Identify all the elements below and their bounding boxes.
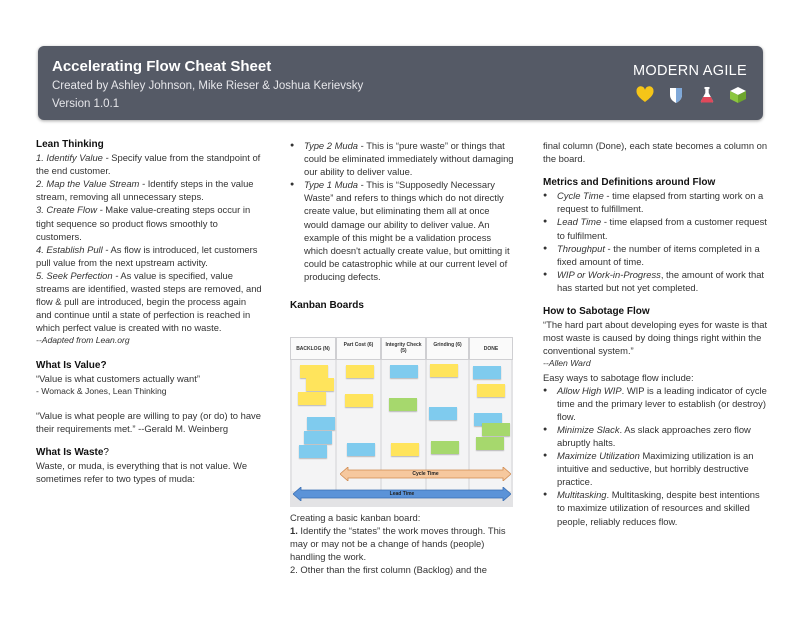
version-line: Version 1.0.1 — [52, 98, 120, 110]
sabotage-intro: Easy ways to sabotage flow include: — [543, 371, 694, 383]
list-item: ● Cycle Time - time elapsed from starting work on a request to fulfillment. — [543, 189, 769, 215]
brand-name: MODERN AGILE — [633, 63, 747, 79]
lean-step-5: 5. Seek Perfection - As value is specified, value streams are identified, wasted steps are removed, and flow & pull are introduced, begin the process again and continue until a state of perfection is reached in which perfect value is created with no waste. — [36, 269, 262, 334]
kanban-instructions — [290, 511, 516, 576]
list-item: ● Allow High WIP. WIP is a leading indicator of cycle time and the primary lever to establish (or destroy) flow. — [543, 384, 769, 423]
lead-time-arrow — [293, 487, 511, 501]
kanban-board-image — [290, 337, 513, 507]
shield-icon — [666, 85, 686, 105]
flask-icon — [697, 85, 717, 105]
header-banner — [38, 46, 763, 120]
list-item: ● Multitasking. Multitasking, despite best intentions to maximize utilization of resources and skilled people, reliably reduces flow. — [543, 488, 769, 527]
metrics-heading: Metrics and Definitions around Flow — [543, 177, 716, 189]
brand-icons — [635, 85, 748, 105]
list-item: ● WIP or Work-in-Progress, the amount of work that has started but not yet completed. — [543, 268, 769, 294]
metrics-list — [543, 189, 769, 294]
kanban-col-part-cost: Part Cost (6) — [336, 337, 381, 360]
list-item: ● Type 2 Muda - This is “pure waste” or things that could be eliminated immediately without damaging our ability to deliver value. — [290, 139, 516, 178]
column-middle — [290, 139, 516, 312]
list-item: ● Minimize Slack. As slack approaches zero flow abruptly halts. — [543, 423, 769, 449]
muda-list — [290, 139, 516, 283]
kanban-step-1: 1. Identify the “states” the work moves through. This may or may not be a change of hands (people) handling the work. — [290, 525, 506, 563]
kanban-col-grinding: Grinding (6) — [426, 337, 469, 360]
heart-icon — [635, 85, 655, 105]
sabotage-heading: How to Sabotage Flow — [543, 306, 650, 318]
list-item: ● Type 1 Muda - This is “Supposedly Necessary Waste” and refers to things which do not directly create value, but eliminating them all at once would damage our ability to deliver value. An example of this might be a validation process which doesn't actually create value, but omitting it could be catastrophic while at our current level of producing defects. — [290, 178, 516, 283]
waste-text: Waste, or muda, is everything that is not value. We sometimes refer to two types of muda: — [36, 460, 248, 485]
kanban-col-integrity: Integrity Check (5) — [381, 337, 426, 360]
lead-time-label: Lead Time — [389, 491, 415, 497]
sabotage-quote: “The hard part about developing eyes for waste is that most waste is caused by doing things right within the conventional system.” — [543, 319, 768, 357]
value-quote-1-source: - Womack & Jones, Lean Thinking — [36, 385, 167, 396]
value-heading: What Is Value? — [36, 359, 107, 371]
waste-heading: What Is Waste? — [36, 446, 109, 458]
lean-heading: Lean Thinking — [36, 139, 104, 150]
cycle-time-arrow — [340, 467, 511, 481]
value-quote-2: “Value is what people are willing to pay (or do) to have their requirements met.” --Gerald M. Weinberg — [36, 409, 261, 434]
lean-step-4: 4. Establish Pull - As flow is introduced, let customers pull value from the next upstream activity. — [36, 243, 258, 268]
lean-source: --Adapted from Lean.org — [36, 335, 130, 346]
list-item: ● Throughput - the number of items completed in a fixed amount of time. — [543, 242, 769, 268]
lean-step-2: 2. Map the Value Stream - Identify steps in the value stream, removing all unnecessary steps. — [36, 178, 254, 203]
value-quote-1: “Value is what customers actually want” — [36, 372, 200, 384]
column-right — [543, 139, 769, 528]
list-item: ● Lead Time - time elapsed from a customer request to fulfilment. — [543, 215, 769, 241]
page-title: Accelerating Flow Cheat Sheet — [52, 58, 272, 75]
kanban-col-done: DONE — [469, 337, 513, 360]
kanban-col-backlog: BACKLOG (N) — [290, 337, 336, 360]
authors-line: Created by Ashley Johnson, Mike Rieser & Joshua Kerievsky — [52, 80, 364, 92]
column-left — [36, 138, 262, 485]
list-item: ● Maximize Utilization Maximizing utilization is an intuitive and seductive, but horribly destructive practice. — [543, 449, 769, 488]
lean-step-3: 3. Create Flow - Make value-creating steps occur in tight sequence so product flows smoothly to customers. — [36, 204, 251, 242]
sabotage-list — [543, 384, 769, 528]
kanban-step-2: 2. Other than the first column (Backlog) and the — [290, 564, 487, 576]
box-icon — [728, 85, 748, 105]
kanban-step-2-continued: final column (Done), each state becomes a column on the board. — [543, 140, 768, 165]
cycle-time-label: Cycle Time — [412, 471, 439, 477]
kanban-heading: Kanban Boards — [290, 300, 364, 312]
sabotage-quote-source: --Allen Ward — [543, 358, 591, 369]
kanban-intro: Creating a basic kanban board: — [290, 512, 421, 523]
lean-step-1: 1. Identify Value - Specify value from the standpoint of the end customer. — [36, 152, 261, 177]
